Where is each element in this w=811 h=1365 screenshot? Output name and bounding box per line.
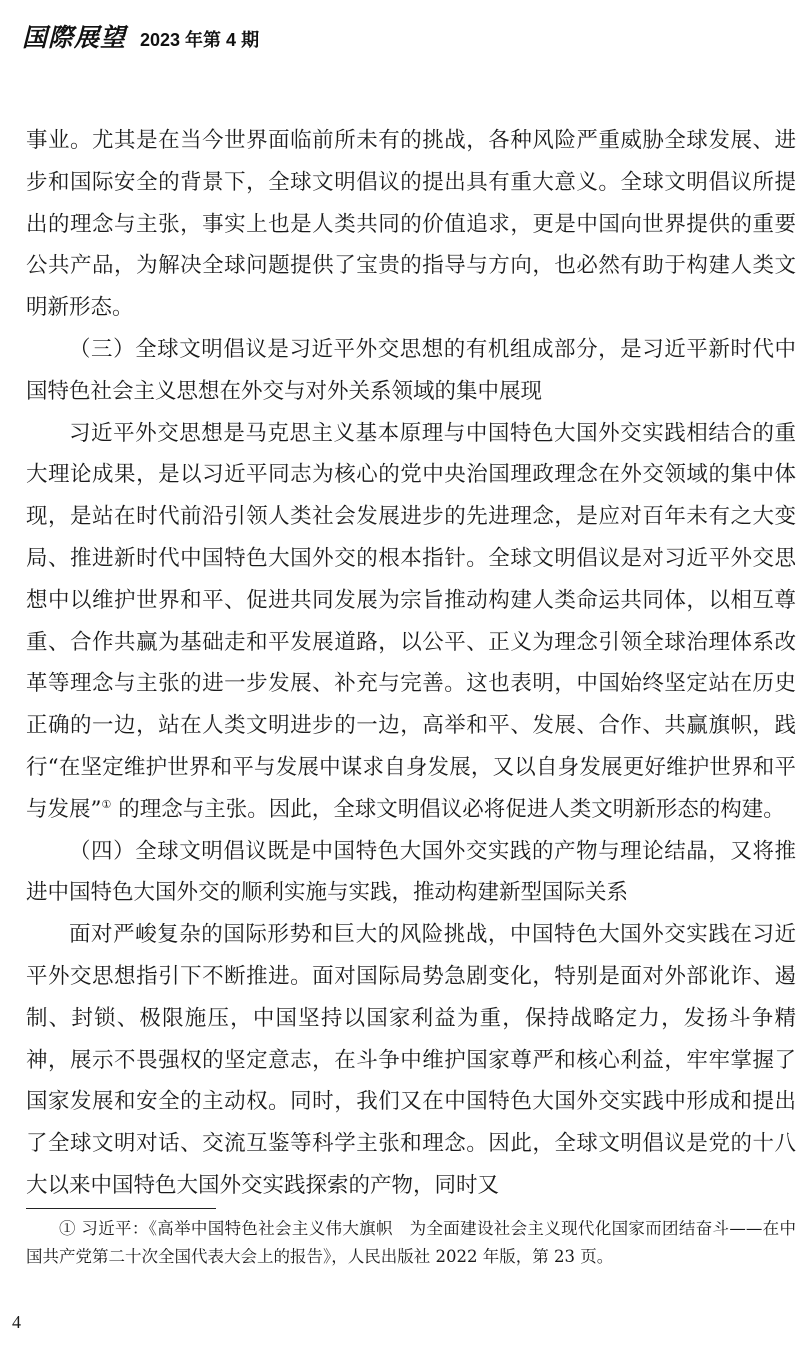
issue-label: 2023 年第 4 期 <box>140 30 260 50</box>
paragraph-practice: 面对严峻复杂的国际形势和巨大的风险挑战，中国特色大国外交实践在习近平外交思想指引下不断推进。面对国际局势急剧变化，特别是面对外部讹诈、遏制、封锁、极限施压，中国坚持以国家利益为重，保持战略定力，发扬斗争精神，展示不畏强权的坚定意志，在斗争中维护国家尊严和核心利益，牢牢掌握了国家发展和安全的主动权。同时，我们又在中国特色大国外交实践中形成和提出了全球文明对话、交流互鉴等科学主张和理念。因此，全球文明倡议是党的十八大以来中国特色大国外交实践探索的产物，同时又 <box>26 922 796 1198</box>
journal-logo: 国際展望 <box>22 23 127 52</box>
paragraph-text-before: 习近平外交思想是马克思主义基本原理与中国特色大国外交实践相结合的重大理论成果，是以习近平同志为核心的党中央治国理政理念在外交领域的集中体现，是站在时代前沿引领人类社会发展进步的先进理念，是应对百年未有之大变局、推进新时代中国特色大国外交的根本指针。全球文明倡议是对习近平外交思想中以维护世界和平、促进共同发展为宗旨推动构建人类命运共同体，以相互尊重、合作共赢为基础走和平发展道路，以公平、正义为理念引领全球治理体系改革等理念与主张的进一步发展、补充与完善。这也表明，中国始终坚定站在历史正确的一边，站在人类文明进步的一边，高举和平、发展、合作、共赢旗帜，践行“在坚定维护世界和平与发展中谋求自身发展，又以自身发展更好维护世界和平与发展” <box>26 420 796 822</box>
paragraph-xi-diplomacy <box>26 413 796 831</box>
body-text <box>26 120 796 1207</box>
section-heading-3: （三）全球文明倡议是习近平外交思想的有机组成部分，是习近平新时代中国特色社会主义思想在外交与对外关系领域的集中展现 <box>26 336 796 404</box>
footnote-divider <box>26 1208 216 1209</box>
section-heading-4: （四）全球文明倡议既是中国特色大国外交实践的产物与理论结晶，又将推进中国特色大国外交的顺利实施与实践，推动构建新型国际关系 <box>26 838 796 906</box>
footnote: ① 习近平：《高举中国特色社会主义伟大旗帜 为全面建设社会主义现代化国家而团结奋斗——在中国共产党第二十次全国代表大会上的报告》，人民出版社 2022 年版，第 23 页。 <box>26 1219 796 1266</box>
footnote-ref[interactable]: ① <box>101 797 112 811</box>
paragraph-continuation: 事业。尤其是在当今世界面临前所未有的挑战，各种风险严重威胁全球发展、进步和国际安全的背景下，全球文明倡议的提出具有重大意义。全球文明倡议所提出的理念与主张，事实上也是人类共同的价值追求，更是中国向世界提供的重要公共产品，为解决全球问题提供了宝贵的指导与方向，也必然有助于构建人类文明新形态。 <box>26 128 796 321</box>
page-number: 4 <box>12 1312 21 1332</box>
paragraph-text-after: 的理念与主张。因此，全球文明倡议必将促进人类文明新形态的构建。 <box>111 796 785 822</box>
page-header <box>22 18 259 54</box>
